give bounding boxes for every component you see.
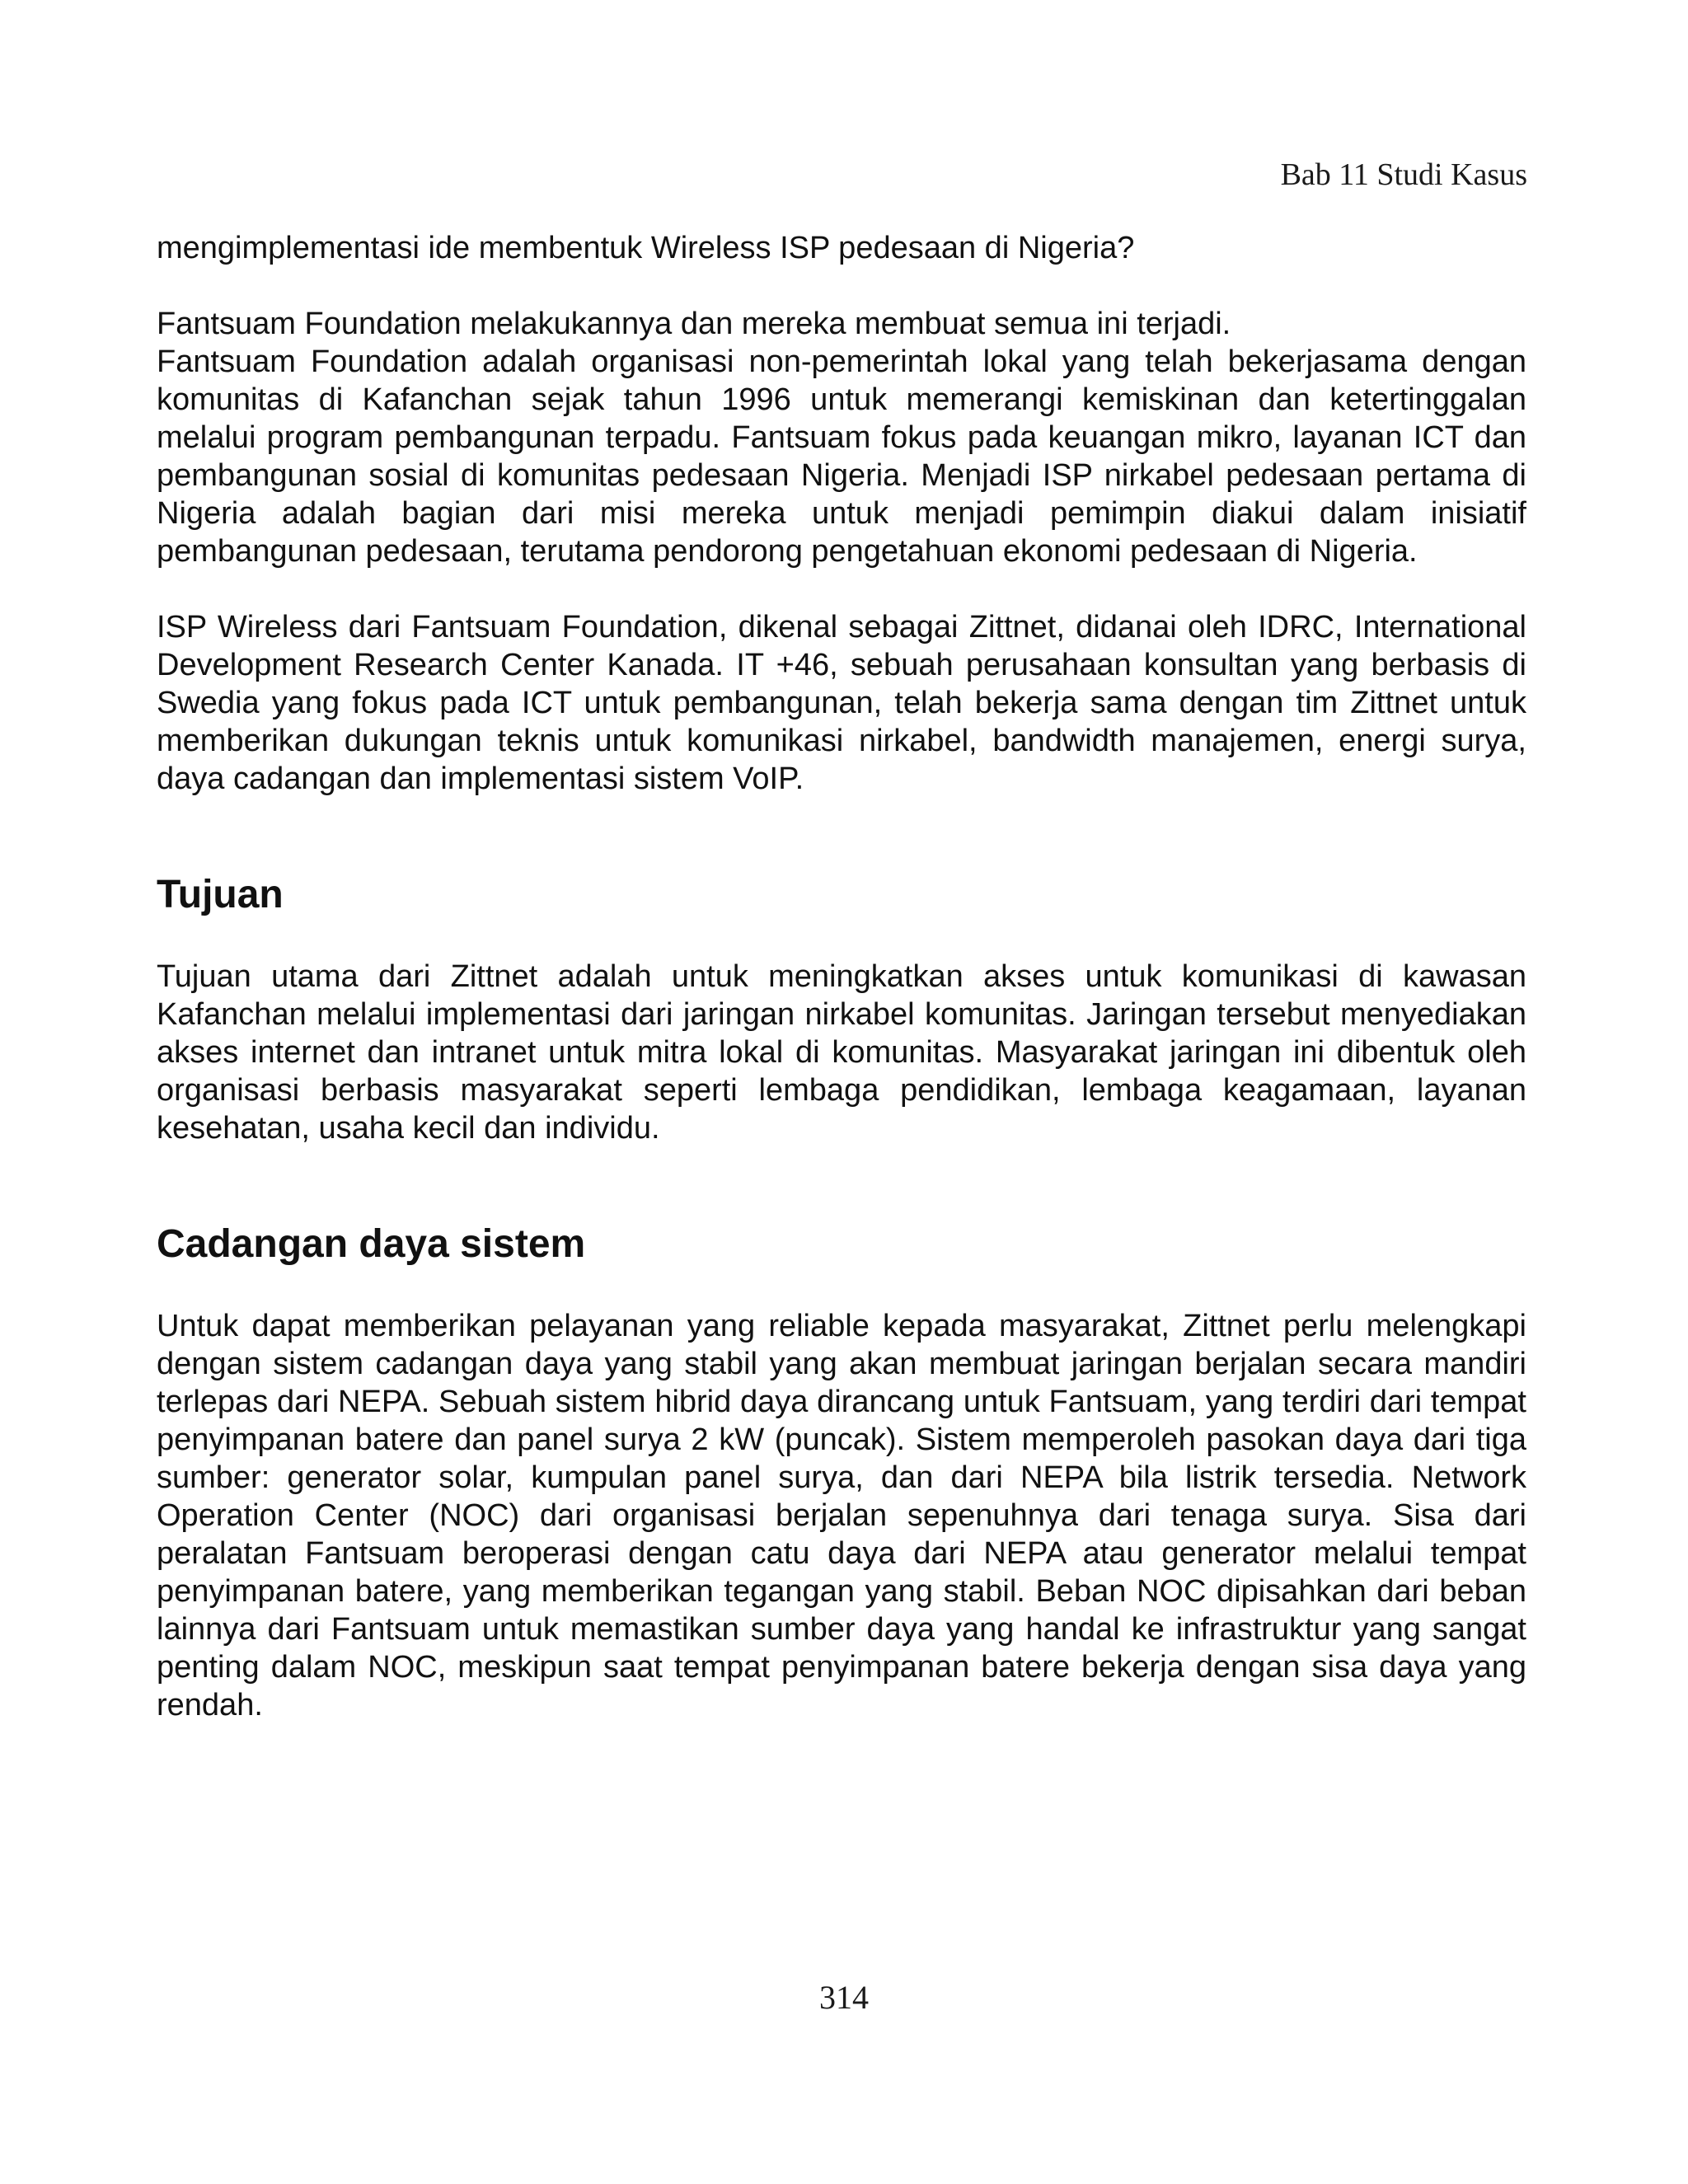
running-header: Bab 11 Studi Kasus (1280, 157, 1527, 192)
paragraph-cadangan-daya: Untuk dapat memberikan pelayanan yang reliable kepada masyarakat, Zittnet perlu melengkapi dengan sistem cadangan daya yang stabil yang akan membuat jaringan berjalan secara mandiri terlepas dari NEPA. Sebuah sistem hibrid daya dirancang untuk Fantsuam, yang terdiri dari tempat penyimpanan batere dan panel surya 2 kW (puncak). Sistem memperoleh pasokan daya dari tiga sumber: generator solar, kumpulan panel surya, dan dari NEPA bila listrik tersedia. Network Operation Center (NOC) dari organisasi berjalan sepenuhnya dari tenaga surya. Sisa dari peralatan Fantsuam beroperasi dengan catu daya dari NEPA atau generator melalui tempat penyimpanan batere, yang memberikan tegangan yang stabil. Beban NOC dipisahkan dari beban lainnya dari Fantsuam untuk memastikan sumber daya yang handal ke infrastruktur yang sangat penting dalam NOC, meskipun saat tempat penyimpanan batere bekerja dengan sisa daya yang rendah. (157, 1309, 1526, 1722)
page-content (157, 229, 1526, 1724)
paragraph-zittnet: ISP Wireless dari Fantsuam Foundation, dikenal sebagai Zittnet, didanai oleh IDRC, International Development Research Center Kanada. IT +46, sebuah perusahaan konsultan yang berbasis di Swedia yang fokus pada ICT untuk pembangunan, telah bekerja sama dengan tim Zittnet untuk memberikan dukungan teknis untuk komunikasi nirkabel, bandwidth manajemen, energi surya, daya cadangan dan implementasi sistem VoIP. (157, 610, 1526, 796)
paragraph-tujuan: Tujuan utama dari Zittnet adalah untuk meningkatkan akses untuk komunikasi di kawasan Kafanchan melalui implementasi dari jaringan nirkabel komunitas. Jaringan tersebut menyediakan akses internet dan intranet untuk mitra lokal di komunitas. Masyarakat jaringan ini dibentuk oleh organisasi berbasis masyarakat seperti lembaga pendidikan, lembaga keagamaan, layanan kesehatan, usaha kecil dan individu. (157, 959, 1526, 1146)
intro-line: mengimplementasi ide membentuk Wireless ISP pedesaan di Nigeria? (157, 231, 1135, 265)
paragraph-foundation-intro: Fantsuam Foundation melakukannya dan mereka membuat semua ini terjadi. (157, 307, 1231, 341)
section-heading-cadangan-daya: Cadangan daya sistem (157, 1222, 586, 1266)
paragraph-foundation-description: Fantsuam Foundation adalah organisasi non-pemerintah lokal yang telah bekerjasama dengan komunitas di Kafanchan sejak tahun 1996 untuk memerangi kemiskinan dan ketertinggalan melalui program pembangunan terpadu. Fantsuam fokus pada keuangan mikro, layanan ICT dan pembangunan sosial di komunitas pedesaan Nigeria. Menjadi ISP nirkabel pedesaan pertama di Nigeria adalah bagian dari misi mereka untuk menjadi pemimpin diakui dalam inisiatif pembangunan pedesaan, terutama pendorong pengetahuan ekonomi pedesaan di Nigeria. (157, 344, 1526, 569)
section-heading-tujuan: Tujuan (157, 873, 284, 916)
page-number: 314 (819, 1979, 869, 2016)
